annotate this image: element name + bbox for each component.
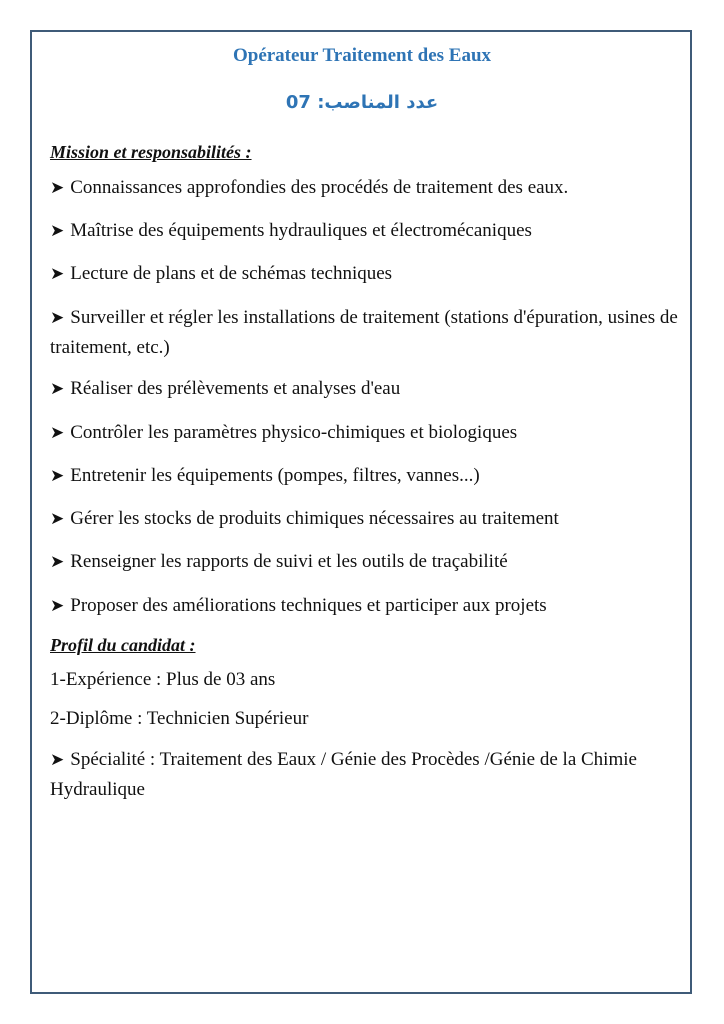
arrow-bullet-icon: ➤ — [50, 264, 65, 284]
mission-text: Surveiller et régler les installations de traitement (stations d'épuration, usines de traitement, etc.) — [50, 307, 678, 358]
profile-heading: Profil du candidat : — [50, 635, 196, 655]
specialty-line — [50, 745, 680, 805]
mission-item — [50, 377, 680, 401]
positions-count: عدد المناصب: 07 — [285, 92, 439, 113]
arrow-bullet-icon: ➤ — [50, 509, 65, 529]
mission-text: Gérer les stocks de produits chimiques nécessaires au traitement — [70, 508, 559, 529]
mission-heading: Mission et responsabilités : — [50, 142, 252, 162]
mission-item — [50, 550, 680, 574]
arrow-bullet-icon: ➤ — [50, 221, 65, 241]
mission-item — [50, 262, 680, 286]
arrow-bullet-icon: ➤ — [50, 423, 65, 443]
mission-item — [50, 507, 680, 531]
experience-line: 1-Expérience : Plus de 03 ans — [50, 669, 276, 690]
mission-text: Lecture de plans et de schémas techniques — [70, 263, 393, 284]
mission-text: Contrôler les paramètres physico-chimiques et biologiques — [70, 422, 518, 443]
diploma-line: 2-Diplôme : Technicien Supérieur — [50, 708, 309, 729]
arrow-bullet-icon: ➤ — [50, 178, 65, 198]
arrow-bullet-icon: ➤ — [50, 308, 65, 328]
arrow-bullet-icon: ➤ — [50, 466, 65, 486]
mission-item — [50, 464, 680, 488]
arrow-bullet-icon: ➤ — [50, 379, 65, 399]
mission-text: Connaissances approfondies des procédés de traitement des eaux. — [70, 177, 569, 198]
mission-item — [50, 219, 680, 243]
specialty-text: Spécialité : Traitement des Eaux / Génie des Procèdes /Génie de la Chimie Hydraulique — [50, 749, 637, 800]
job-title: Opérateur Traitement des Eaux — [232, 45, 492, 66]
arrow-bullet-icon: ➤ — [50, 552, 65, 572]
mission-item — [50, 303, 680, 363]
arrow-bullet-icon: ➤ — [50, 596, 65, 616]
mission-text: Réaliser des prélèvements et analyses d'eau — [70, 378, 401, 399]
mission-item — [50, 176, 680, 200]
mission-text: Maîtrise des équipements hydrauliques et électromécaniques — [70, 220, 532, 241]
mission-text: Proposer des améliorations techniques et participer aux projets — [70, 595, 547, 616]
mission-text: Entretenir les équipements (pompes, filtres, vannes...) — [70, 465, 480, 486]
arrow-bullet-icon: ➤ — [50, 750, 65, 770]
mission-text: Renseigner les rapports de suivi et les outils de traçabilité — [70, 551, 508, 572]
mission-item — [50, 594, 680, 618]
mission-item — [50, 421, 680, 445]
